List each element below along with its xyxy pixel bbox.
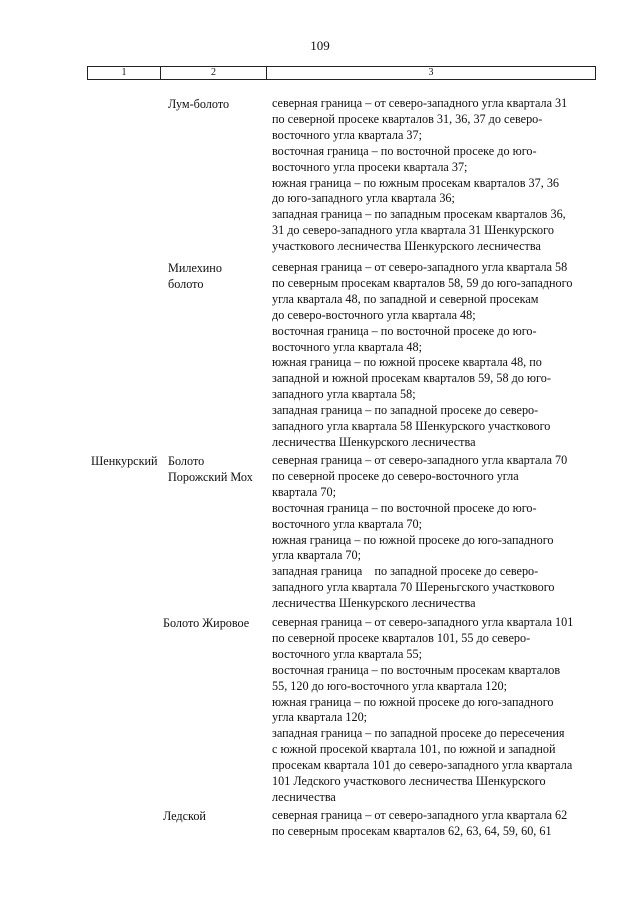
boundary-description: северная граница – от северо-западного угла квартала 70 по северной просеке до северо-восточного угла квартала 70; восточная граница – по восточной просеке до юго- восточного угла квартала 70; южная граница – по южной просеке до юго-западного угла квартала 70; западная граница по западной просеке до северо- западного угла квартала 70 Шереньгского участкового лесничества Шенкурского лесничества [272,453,568,611]
boundary-description: северная граница – от северо-западного угла квартала 58 по северным просекам кварталов 58, 59 до юго-западного угла квартала 48, по западной и северной просекам до северо-восточного угла квартала 48; восточная граница – по восточной просеке до юго- восточного угла квартала 48; южная граница – по южной просеке квартала 48, по западной и южной просекам кварталов 59, 58 до юго- западного угла квартала 58; западная граница – по западной просеке до северо- западного угла квартала 58 Шенкурского участкового лесничества Шенкурского лесничества [272,260,573,449]
object-name: Милехино болото [168,261,222,291]
column-1-number: 1 [88,67,161,80]
object-name: Болото Жировое [163,616,250,630]
column-2-number: 2 [161,67,267,80]
forestry-name: Шенкурский [91,454,158,468]
page-number: 109 [310,38,330,53]
column-3-number: 3 [267,67,596,80]
boundary-description: северная граница – от северо-западного угла квартала 101 по северной просеке кварталов 101, 55 до северо- восточного угла квартала 55; восточная граница – по восточным просекам кварталов 55, 120 до юго-восточного угла квартала 120; южная граница – по южной просеке до юго-западного угла квартала 120; западная граница – по западной просеке до пересечения с южной просекой квартала 101, по южной и западной просекам квартала 101 до северо-западного угла квартала 101 Ледского участкового лесничества Шенкурского лесничества [272,615,574,804]
object-name: Болото Порожский Мох [168,454,253,484]
column-number-header [87,66,596,80]
boundary-description: северная граница – от северо-западного угла квартала 31 по северной просеке кварталов 31, 36, 37 до северо- восточного угла квартала 37; восточная граница – по восточной просеке до юго- восточного угла просеки квартала 37; южная граница – по южным просекам кварталов 37, 36 до юго-западного угла квартала 36; западная граница – по западным просекам кварталов 36, 31 до северо-западного угла квартала 31 Шенкурского участкового лесничества Шенкурского лесничества [272,96,568,254]
object-name: Лум-болото [168,97,230,111]
boundary-description: северная граница – от северо-западного угла квартала 62 по северным просекам кварталов 62, 63, 64, 59, 60, 61 [272,808,568,838]
object-name: Ледской [163,809,206,823]
